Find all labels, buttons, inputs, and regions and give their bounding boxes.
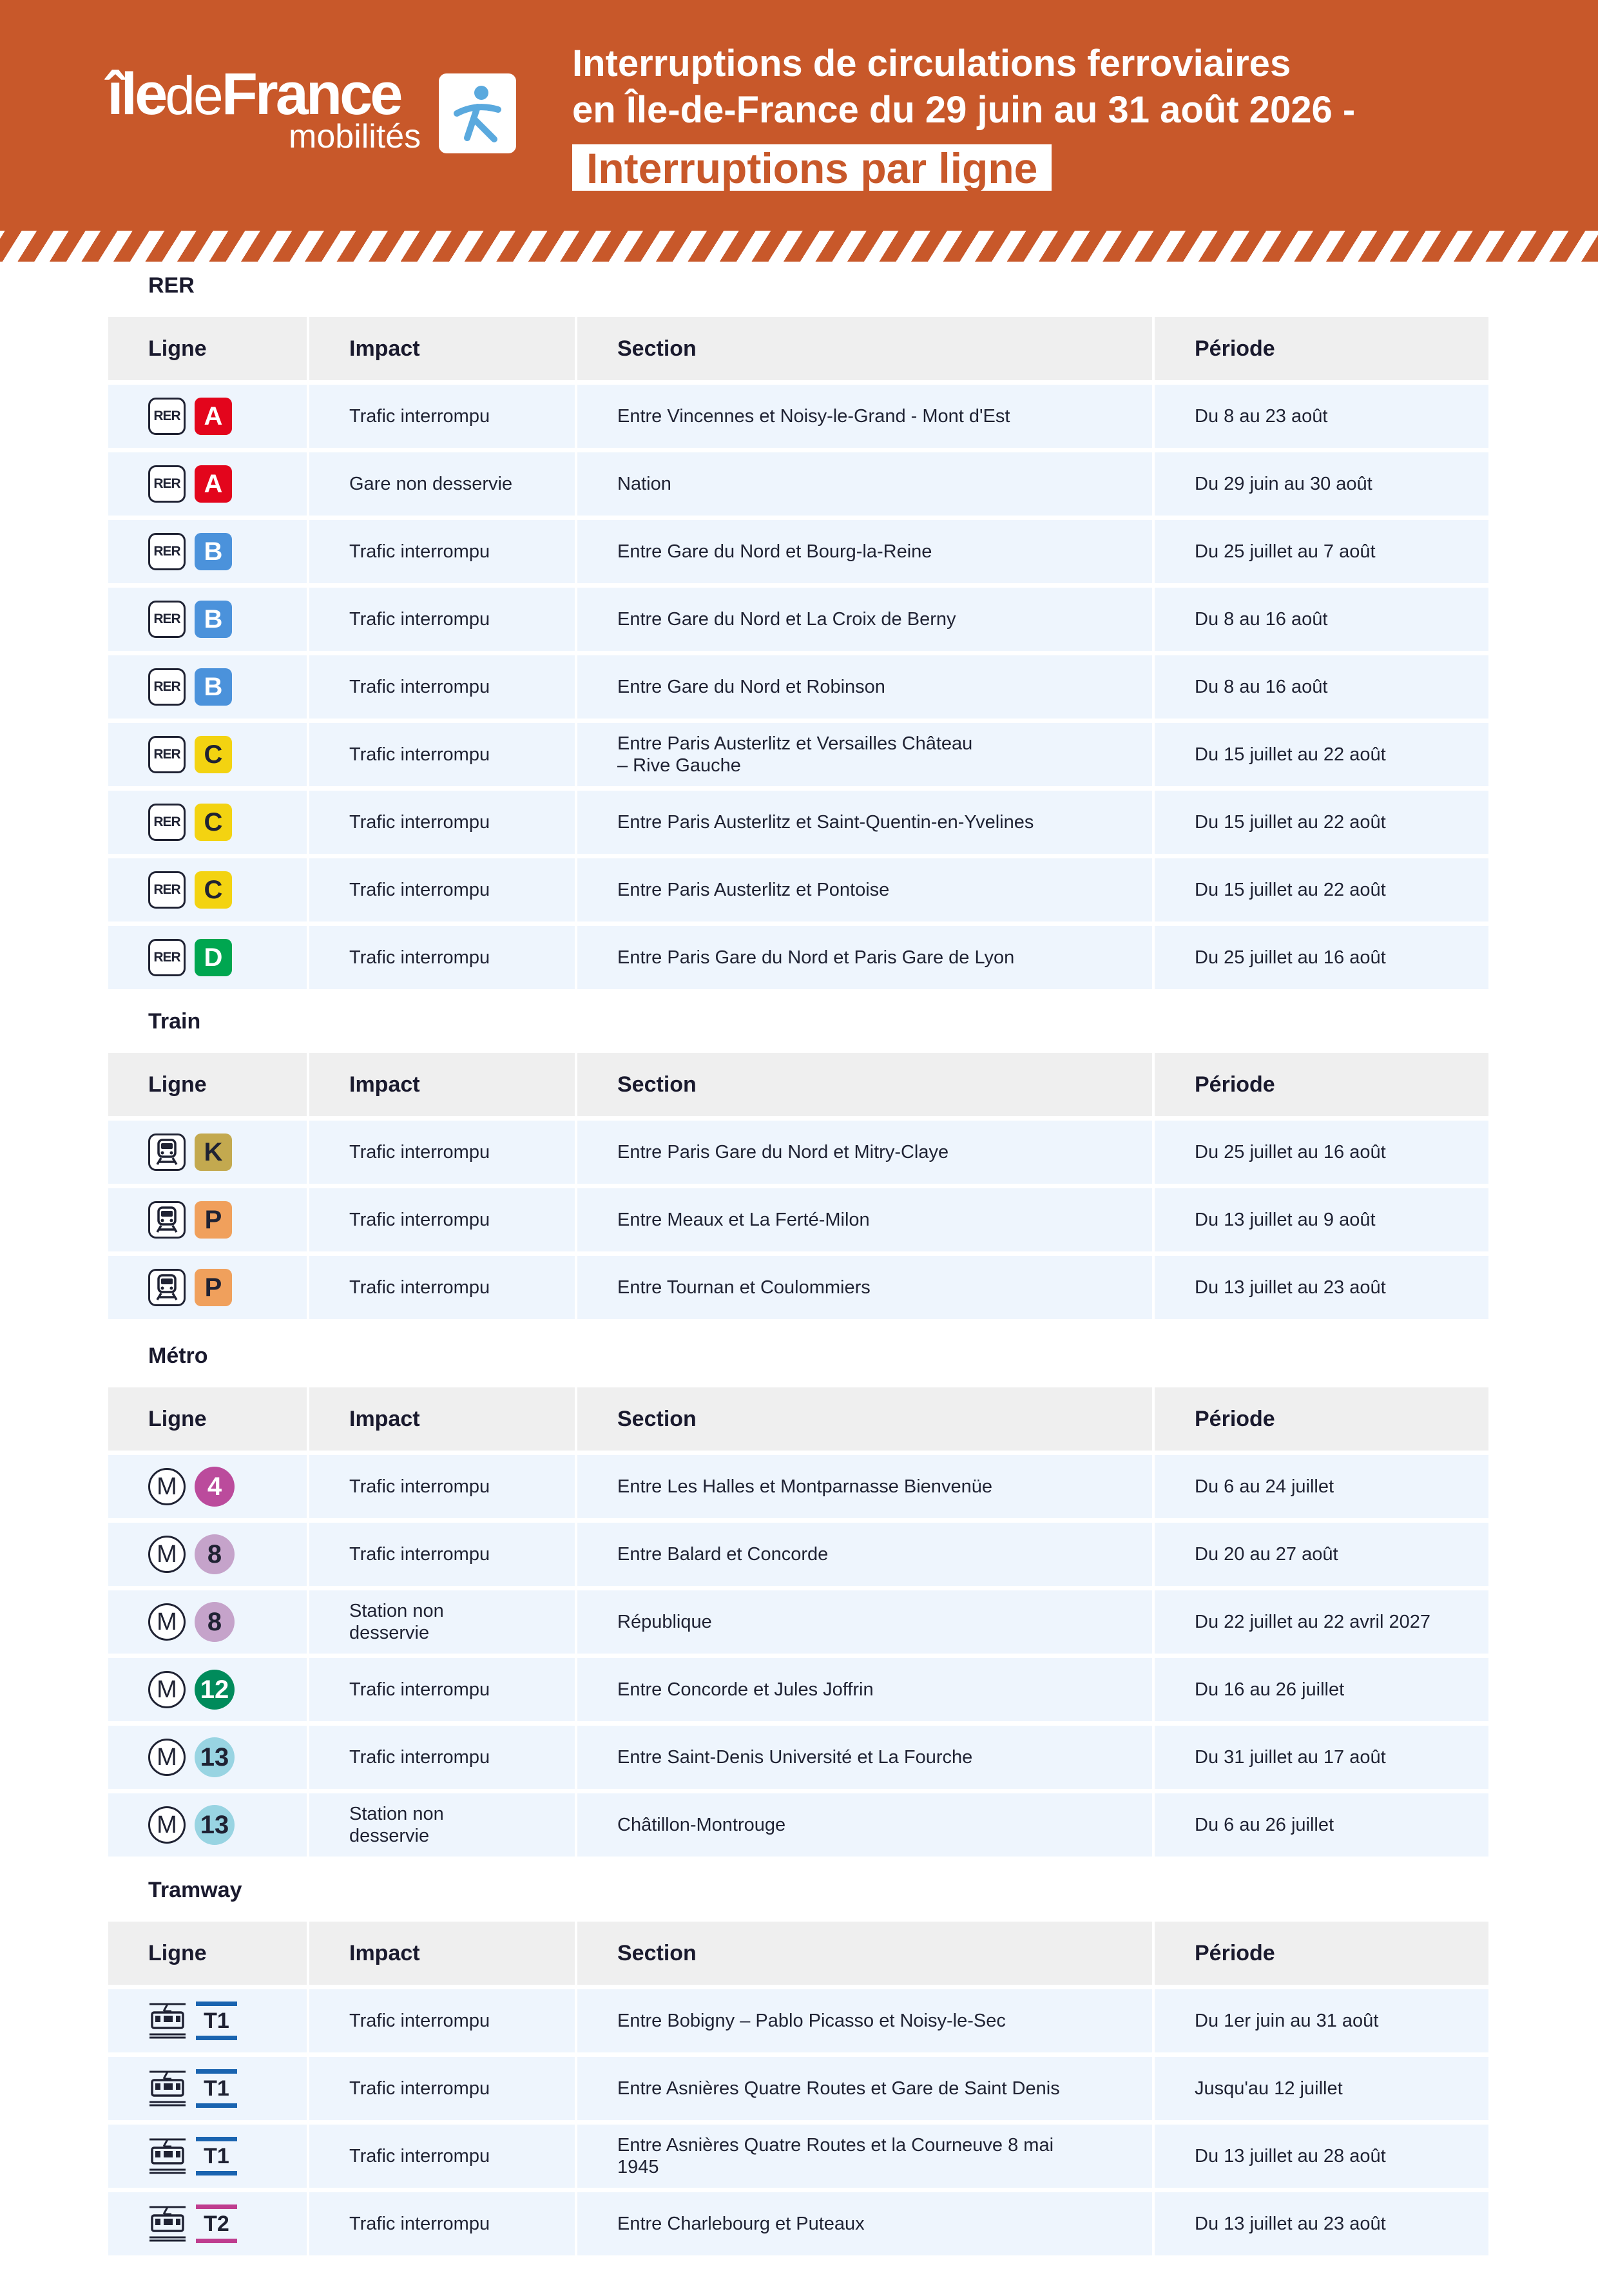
section-text: Entre Paris Austerlitz et Saint-Quentin-en-Yvelines [617,811,1034,833]
line-badge: 8 [195,1602,235,1642]
section-title: Tramway [148,1878,242,1902]
section-text: Nation [617,473,671,494]
train-mode-icon [148,1201,186,1239]
line-cell [108,1590,307,1654]
line-cell [108,2192,307,2255]
section-text: Entre Asnières Quatre Routes et la Courneuve 8 mai 1945 [617,2134,1054,2177]
period-cell [1155,588,1488,651]
impact-cell [309,2057,575,2120]
metro-mode-icon: M [148,1671,186,1708]
period-cell [1155,1989,1488,2052]
section-cell [577,1658,1152,1721]
table-row [108,723,1488,786]
period-cell [1155,2057,1488,2120]
impact-text: Trafic interrompu [349,1746,490,1768]
period-cell [1155,791,1488,854]
section-cell [577,2192,1152,2255]
section-cell [577,1256,1152,1319]
section-cell [577,1793,1152,1857]
column-header-section: Section [577,317,1152,380]
period-cell [1155,2125,1488,2188]
impact-cell [309,2125,575,2188]
impact-text: Trafic interrompu [349,676,490,697]
section-text: Entre Vincennes et Noisy-le-Grand - Mont d'Est [617,405,1010,427]
period-text: Du 1er juin au 31 août [1195,2010,1379,2031]
impact-cell [309,723,575,786]
period-text: Du 8 au 23 août [1195,405,1328,427]
impact-text: Trafic interrompu [349,879,490,900]
tram-mode-icon [148,2070,187,2107]
period-cell [1155,385,1488,448]
impact-text: Trafic interrompu [349,811,490,833]
rer-mode-icon: RER [148,668,186,706]
section-cell [577,1989,1152,2052]
impact-text: Station non desservie [349,1600,444,1643]
period-text: Du 31 juillet au 17 août [1195,1746,1386,1768]
column-header-section: Section [577,1053,1152,1116]
period-text: Du 25 juillet au 16 août [1195,947,1386,968]
page-header [0,0,1598,231]
line-badge: 12 [195,1670,235,1710]
impact-cell [309,588,575,651]
table-row [108,791,1488,854]
section-text: Entre Saint-Denis Université et La Fourche [617,1746,973,1768]
line-cell [108,588,307,651]
period-cell [1155,858,1488,921]
period-text: Du 15 juillet au 22 août [1195,811,1386,833]
table-row [108,2125,1488,2188]
logo-subtext: mobilités [289,118,421,155]
line-cell [108,926,307,989]
period-cell [1155,2192,1488,2255]
line-badge: T2 [196,2204,237,2243]
table-row [108,2192,1488,2255]
period-cell [1155,1523,1488,1586]
impact-text: Trafic interrompu [349,1679,490,1700]
period-text: Du 16 au 26 juillet [1195,1679,1345,1700]
period-text: Du 15 juillet au 22 août [1195,879,1386,900]
idf-mobilites-logo [107,63,526,166]
column-header-periode: Période [1155,1053,1488,1116]
line-badge: 8 [195,1534,235,1574]
section-text: Entre Paris Gare du Nord et Mitry-Claye [617,1141,949,1162]
impact-cell [309,858,575,921]
table-row [108,520,1488,583]
impact-cell [309,655,575,719]
table-row [108,655,1488,719]
section-text: Entre Concorde et Jules Joffrin [617,1679,874,1700]
line-cell [108,655,307,719]
train-mode-icon [148,1134,186,1171]
column-header-ligne: Ligne [108,1922,307,1985]
period-text: Du 13 juillet au 9 août [1195,1209,1376,1230]
period-text: Du 29 juin au 30 août [1195,473,1372,494]
period-cell [1155,452,1488,516]
rer-mode-icon: RER [148,736,186,773]
impact-cell [309,926,575,989]
section-title: Train [148,1009,201,1034]
rer-mode-icon: RER [148,939,186,976]
impact-cell [309,1188,575,1251]
period-cell [1155,926,1488,989]
table-row [108,926,1488,989]
section-text: Entre Paris Gare du Nord et Paris Gare de Lyon [617,947,1015,968]
tram-mode-icon [148,2002,187,2040]
column-header-periode: Période [1155,1922,1488,1985]
metro-mode-icon: M [148,1536,186,1573]
impact-text: Trafic interrompu [349,744,490,765]
line-cell [108,1455,307,1518]
period-cell [1155,1726,1488,1789]
column-header-impact: Impact [309,1922,575,1985]
line-cell [108,385,307,448]
impact-text: Trafic interrompu [349,608,490,630]
period-text: Du 8 au 16 août [1195,608,1328,630]
table-row [108,588,1488,651]
impact-cell [309,1726,575,1789]
rer-mode-icon: RER [148,871,186,909]
column-header-ligne: Ligne [108,317,307,380]
line-cell [108,1793,307,1857]
period-text: Jusqu'au 12 juillet [1195,2078,1343,2099]
impact-cell [309,1989,575,2052]
table-row [108,1121,1488,1184]
impact-text: Trafic interrompu [349,1209,490,1230]
impact-cell [309,1455,575,1518]
period-cell [1155,1121,1488,1184]
line-badge: T1 [196,2137,237,2175]
impact-cell [309,385,575,448]
table-row [108,1989,1488,2052]
line-badge: A [195,465,232,503]
rer-mode-icon: RER [148,398,186,435]
table-row [108,858,1488,921]
line-badge: B [195,533,232,570]
metro-mode-icon: M [148,1603,186,1641]
column-header-ligne: Ligne [108,1387,307,1451]
section-cell [577,926,1152,989]
section-cell [577,1188,1152,1251]
impact-text: Trafic interrompu [349,1476,490,1497]
section-cell [577,723,1152,786]
section-text: Entre Paris Austerlitz et Pontoise [617,879,890,900]
period-text: Du 13 juillet au 28 août [1195,2145,1386,2166]
line-cell [108,1256,307,1319]
section-text: République [617,1611,712,1632]
period-text: Du 25 juillet au 7 août [1195,541,1376,562]
line-cell [108,791,307,854]
line-badge: C [195,736,232,773]
line-badge: B [195,668,232,706]
metro-mode-icon: M [148,1739,186,1776]
section-cell [577,791,1152,854]
period-cell [1155,1658,1488,1721]
line-badge: P [195,1201,232,1239]
impact-cell [309,1121,575,1184]
metro-mode-icon: M [148,1806,186,1844]
impact-cell [309,2192,575,2255]
table-row [108,1188,1488,1251]
impact-cell [309,452,575,516]
impact-text: Trafic interrompu [349,405,490,427]
line-cell [108,858,307,921]
column-header-section: Section [577,1922,1152,1985]
period-text: Du 6 au 24 juillet [1195,1476,1334,1497]
section-cell [577,1726,1152,1789]
period-text: Du 13 juillet au 23 août [1195,1277,1386,1298]
rer-mode-icon: RER [148,465,186,503]
line-cell [108,452,307,516]
rer-mode-icon: RER [148,533,186,570]
column-header-impact: Impact [309,1053,575,1116]
column-header-impact: Impact [309,317,575,380]
line-cell [108,520,307,583]
section-text: Entre Charlebourg et Puteaux [617,2213,865,2234]
impact-text: Station non desservie [349,1803,444,1846]
section-cell [577,520,1152,583]
page-subtitle: Interruptions par ligne [572,144,1052,191]
line-badge: K [195,1134,232,1171]
impact-cell [309,520,575,583]
rer-mode-icon: RER [148,601,186,638]
line-cell [108,1523,307,1586]
impact-text: Trafic interrompu [349,1277,490,1298]
section-cell [577,452,1152,516]
impact-cell [309,1523,575,1586]
period-cell [1155,520,1488,583]
line-badge: 4 [195,1467,235,1507]
train-mode-icon [148,1269,186,1306]
line-cell [108,2057,307,2120]
table-header-row [108,1922,1488,1985]
column-header-ligne: Ligne [108,1053,307,1116]
section-text: Entre Paris Austerlitz et Versailles Château – Rive Gauche [617,733,973,776]
impact-text: Trafic interrompu [349,1543,490,1565]
period-text: Du 15 juillet au 22 août [1195,744,1386,765]
table-row [108,1523,1488,1586]
column-header-section: Section [577,1387,1152,1451]
hazard-stripes-divider [0,231,1598,262]
table-row [108,1455,1488,1518]
impact-text: Trafic interrompu [349,541,490,562]
table-header-row [108,1387,1488,1451]
period-cell [1155,723,1488,786]
section-text: Châtillon-Montrouge [617,1814,786,1835]
impact-text: Trafic interrompu [349,2213,490,2234]
line-cell [108,1989,307,2052]
period-text: Du 13 juillet au 23 août [1195,2213,1386,2234]
impact-cell [309,1658,575,1721]
impact-cell [309,1256,575,1319]
section-cell [577,2125,1152,2188]
table-row [108,385,1488,448]
page-title-line2: en Île-de-France du 29 juin au 31 août 2026 - [572,89,1356,131]
period-cell [1155,655,1488,719]
person-walking-icon [439,73,516,153]
period-text: Du 25 juillet au 16 août [1195,1141,1386,1162]
period-text: Du 8 au 16 août [1195,676,1328,697]
line-badge: P [195,1269,232,1306]
period-cell [1155,1793,1488,1857]
section-text: Entre Les Halles et Montparnasse Bienvenüe [617,1476,992,1497]
impact-text: Trafic interrompu [349,2145,490,2166]
section-title: RER [148,273,195,298]
rer-mode-icon: RER [148,804,186,841]
section-text: Entre Balard et Concorde [617,1543,829,1565]
section-text: Entre Tournan et Coulommiers [617,1277,871,1298]
period-text: Du 22 juillet au 22 avril 2027 [1195,1611,1430,1632]
line-badge: A [195,398,232,435]
table-row [108,1658,1488,1721]
period-cell [1155,1256,1488,1319]
line-cell [108,1658,307,1721]
impact-text: Trafic interrompu [349,2078,490,2099]
table-row [108,1726,1488,1789]
tram-mode-icon [148,2137,187,2175]
tram-mode-icon [148,2205,187,2243]
metro-mode-icon: M [148,1468,186,1505]
line-badge: C [195,871,232,909]
table-header-row [108,317,1488,380]
table-row [108,1793,1488,1857]
column-header-impact: Impact [309,1387,575,1451]
section-cell [577,858,1152,921]
section-text: Entre Gare du Nord et La Croix de Berny [617,608,956,630]
period-cell [1155,1188,1488,1251]
section-cell [577,588,1152,651]
impact-text: Gare non desservie [349,473,513,494]
impact-text: Trafic interrompu [349,2010,490,2031]
section-cell [577,1523,1152,1586]
table-row [108,1590,1488,1654]
section-text: Entre Meaux et La Ferté-Milon [617,1209,870,1230]
section-title: Métro [148,1344,208,1368]
table-row [108,1256,1488,1319]
impact-cell [309,1793,575,1857]
column-header-periode: Période [1155,317,1488,380]
section-text: Entre Asnières Quatre Routes et Gare de Saint Denis [617,2078,1060,2099]
period-text: Du 20 au 27 août [1195,1543,1338,1565]
period-cell [1155,1590,1488,1654]
section-cell [577,1121,1152,1184]
line-badge: 13 [195,1805,235,1845]
line-badge: D [195,939,232,976]
logo-wordmark: îledeFrance [107,61,401,127]
line-cell [108,723,307,786]
section-cell [577,1455,1152,1518]
table-header-row [108,1053,1488,1116]
impact-cell [309,1590,575,1654]
section-text: Entre Gare du Nord et Bourg-la-Reine [617,541,932,562]
line-cell [108,1726,307,1789]
page-title-line1: Interruptions de circulations ferroviaires [572,43,1291,84]
section-cell [577,1590,1152,1654]
period-text: Du 6 au 26 juillet [1195,1814,1334,1835]
line-badge: T1 [196,2069,237,2108]
section-text: Entre Gare du Nord et Robinson [617,676,885,697]
section-cell [577,655,1152,719]
table-row [108,452,1488,516]
table-row [108,2057,1488,2120]
line-cell [108,2125,307,2188]
impact-cell [309,791,575,854]
impact-text: Trafic interrompu [349,947,490,968]
line-badge: B [195,601,232,638]
section-cell [577,2057,1152,2120]
line-cell [108,1188,307,1251]
line-badge: T1 [196,2002,237,2040]
period-cell [1155,1455,1488,1518]
line-cell [108,1121,307,1184]
column-header-periode: Période [1155,1387,1488,1451]
section-cell [577,385,1152,448]
section-text: Entre Bobigny – Pablo Picasso et Noisy-le-Sec [617,2010,1006,2031]
line-badge: 13 [195,1737,235,1777]
impact-text: Trafic interrompu [349,1141,490,1162]
line-badge: C [195,804,232,841]
